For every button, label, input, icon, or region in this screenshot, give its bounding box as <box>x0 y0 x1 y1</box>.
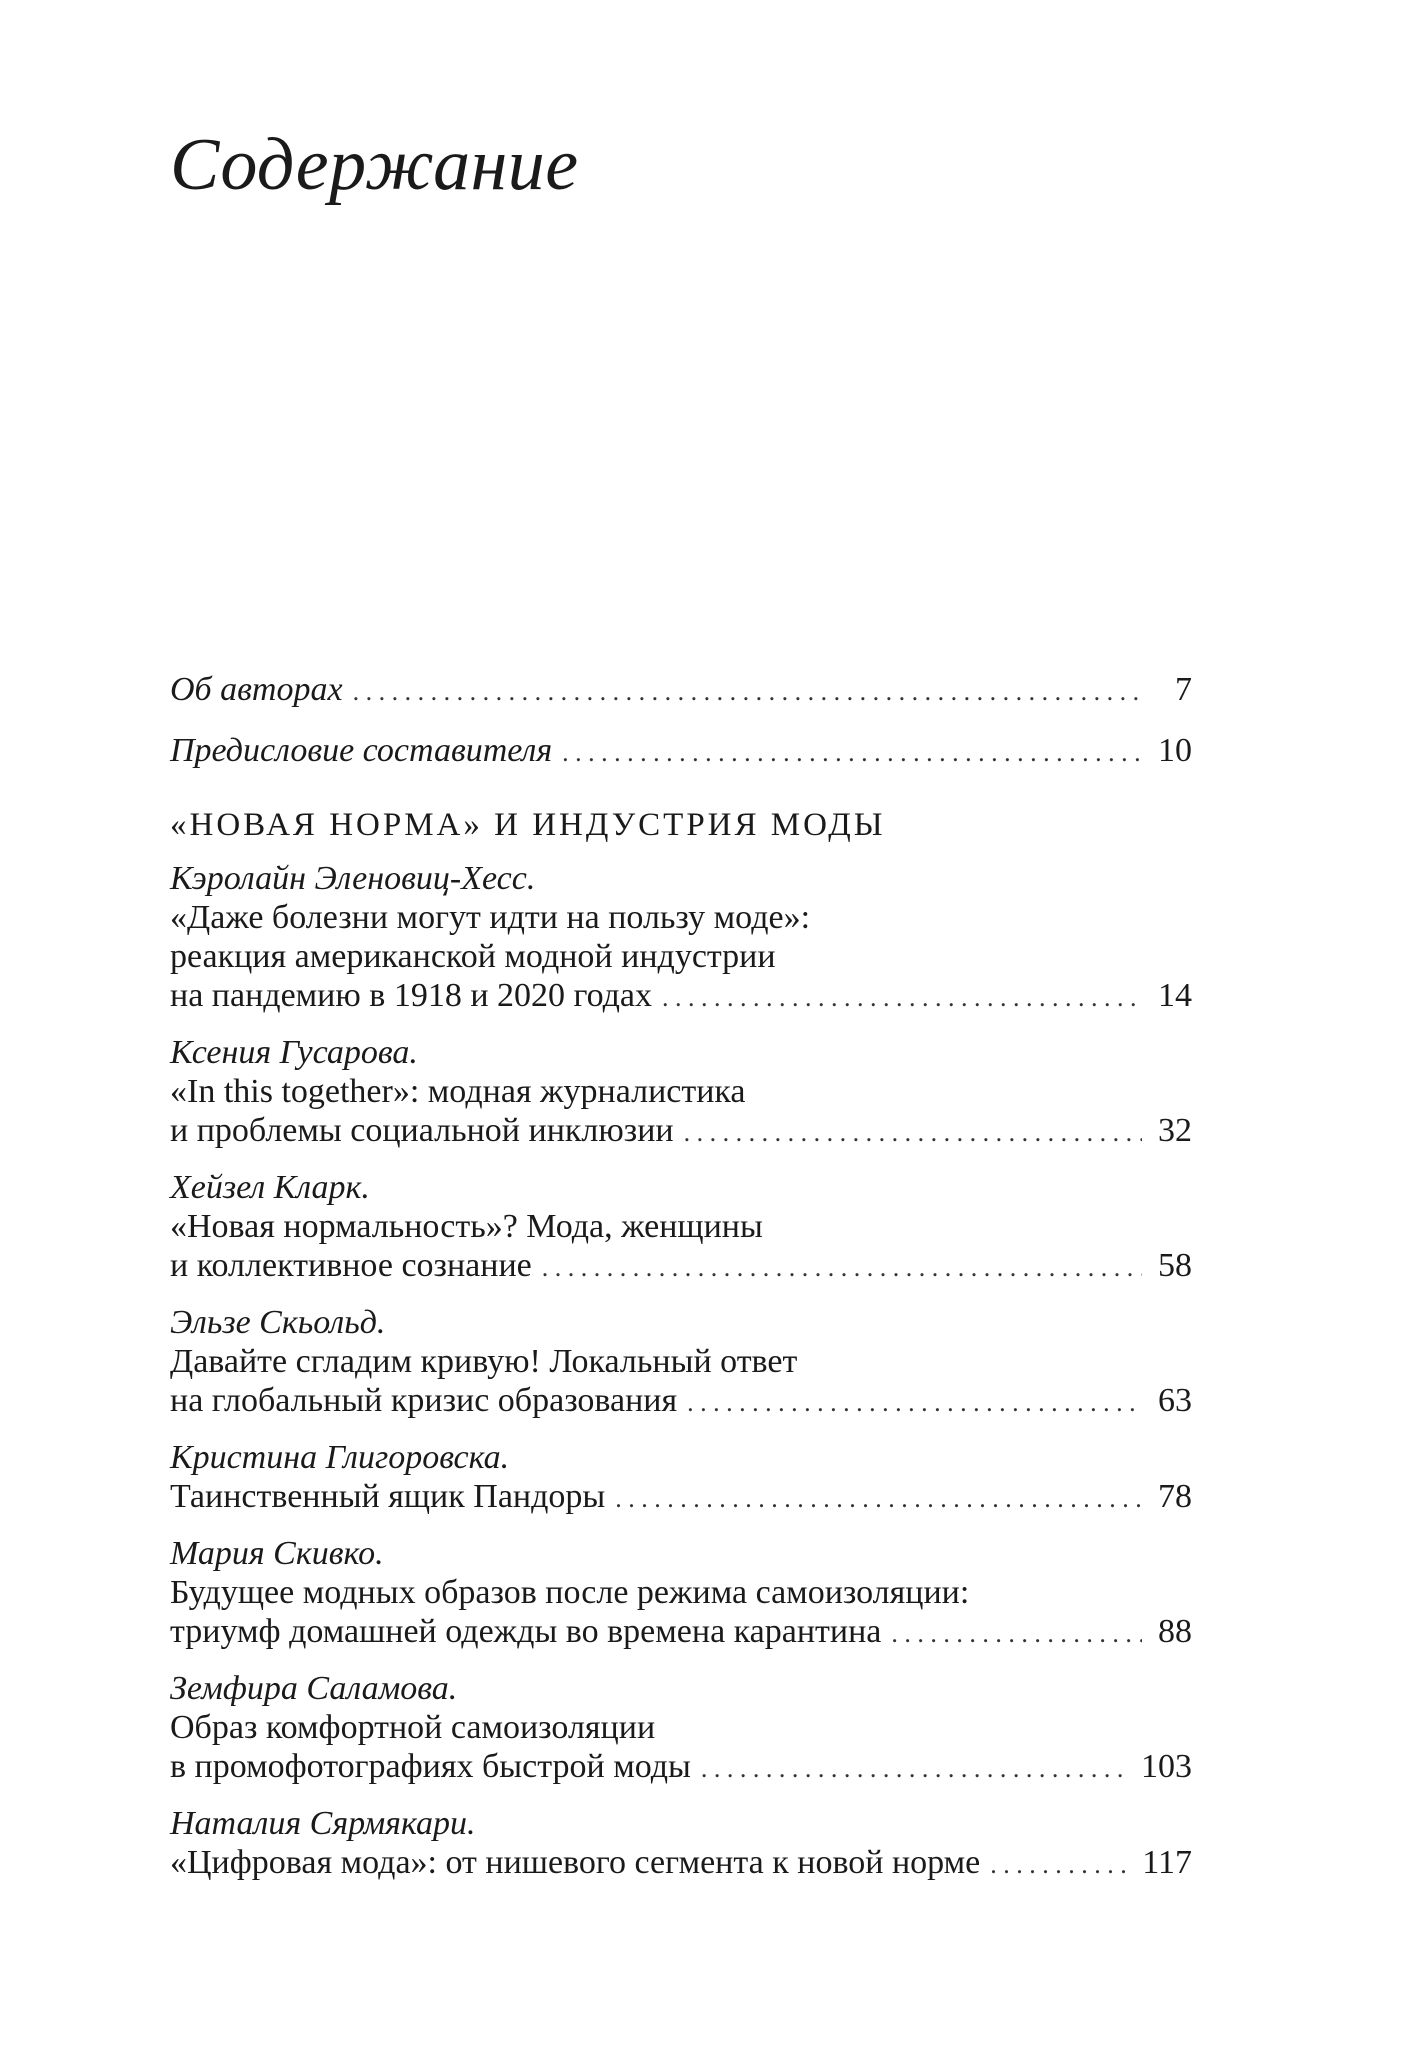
dot-leader <box>990 1845 1132 1884</box>
dot-leader <box>353 672 1142 711</box>
page-number: 117 <box>1142 1844 1192 1881</box>
toc-entry[interactable] <box>170 1303 1192 1422</box>
toc-entry[interactable] <box>170 1033 1192 1152</box>
entry-author: Кристина Глигоровска. <box>170 1439 510 1476</box>
entry-author: Кэролайн Эленовиц-Хесс. <box>170 860 536 897</box>
dot-leader <box>615 1479 1142 1518</box>
entry-title-line: «In this together»: модная журналистика <box>170 1073 746 1110</box>
entry-title-line: реакция американской модной индустрии <box>170 938 776 975</box>
toc-label: Об авторах <box>170 671 343 708</box>
entry-last-line-row <box>170 1111 1192 1152</box>
dot-leader <box>562 733 1142 772</box>
entry-title-line: в промофотографиях быстрой моды <box>170 1748 691 1785</box>
page-number: 78 <box>1158 1478 1192 1515</box>
entry-title-line: триумф домашней одежды во времена карантина <box>170 1613 882 1650</box>
toc-row-about-authors[interactable] <box>170 670 1192 711</box>
page-number: 103 <box>1141 1748 1192 1785</box>
dot-leader <box>542 1248 1142 1287</box>
toc-entry[interactable] <box>170 859 1192 1017</box>
page-number: 7 <box>1175 671 1192 708</box>
entry-last-line-row <box>170 1747 1192 1788</box>
entry-title-line: Образ комфортной самоизоляции <box>170 1709 656 1746</box>
entry-title-line: и коллективное сознание <box>170 1247 532 1284</box>
toc-entry[interactable] <box>170 1438 1192 1518</box>
entry-title-line: на пандемию в 1918 и 2020 годах <box>170 977 653 1014</box>
entry-title-line: Будущее модных образов после режима самоизоляции: <box>170 1574 970 1611</box>
toc-entry[interactable] <box>170 1804 1192 1884</box>
entry-author: Эльзе Скьольд. <box>170 1304 386 1341</box>
page-number: 32 <box>1158 1112 1192 1149</box>
section-heading: «НОВАЯ НОРМА» И ИНДУСТРИЯ МОДЫ <box>170 807 886 843</box>
entry-last-line-row <box>170 1843 1192 1884</box>
toc-entry[interactable] <box>170 1168 1192 1287</box>
entry-title-line: на глобальный кризис образования <box>170 1382 678 1419</box>
page-number: 63 <box>1158 1382 1192 1419</box>
entry-author: Хейзел Кларк. <box>170 1169 370 1206</box>
entry-title-line: «Новая нормальность»? Мода, женщины <box>170 1208 763 1245</box>
page-title: Содержание <box>170 124 579 206</box>
entry-author: Земфира Саламова. <box>170 1670 458 1707</box>
entry-author: Мария Скивко. <box>170 1535 384 1572</box>
page-number: 14 <box>1158 977 1192 1014</box>
entry-title-line: и проблемы социальной инклюзии <box>170 1112 674 1149</box>
entry-title-line: Таинственный ящик Пандоры <box>170 1478 606 1515</box>
dot-leader <box>701 1749 1131 1788</box>
toc-label: Предисловие составителя <box>170 732 553 769</box>
entry-last-line-row <box>170 976 1192 1017</box>
dot-leader <box>891 1614 1142 1653</box>
toc-entry[interactable] <box>170 1669 1192 1788</box>
toc-row-preface[interactable] <box>170 731 1192 772</box>
section-entries <box>170 859 1192 1884</box>
entry-author: Ксения Гусарова. <box>170 1034 418 1071</box>
entry-title-line: Давайте сгладим кривую! Локальный ответ <box>170 1343 798 1380</box>
entry-last-line-row <box>170 1612 1192 1653</box>
dot-leader <box>687 1383 1142 1422</box>
entry-last-line-row <box>170 1381 1192 1422</box>
entry-last-line-row <box>170 1477 1192 1518</box>
entry-last-line-row <box>170 1246 1192 1287</box>
page-number: 88 <box>1158 1613 1192 1650</box>
dot-leader <box>684 1113 1142 1152</box>
entry-author: Наталия Сярмякари. <box>170 1805 476 1842</box>
entry-title-line: «Даже болезни могут идти на пользу моде»: <box>170 899 811 936</box>
page-number: 10 <box>1158 732 1192 769</box>
table-of-contents <box>170 670 1192 1900</box>
page-number: 58 <box>1158 1247 1192 1284</box>
dot-leader <box>662 978 1142 1017</box>
toc-entry[interactable] <box>170 1534 1192 1653</box>
entry-title-line: «Цифровая мода»: от нишевого сегмента к новой норме <box>170 1844 981 1881</box>
